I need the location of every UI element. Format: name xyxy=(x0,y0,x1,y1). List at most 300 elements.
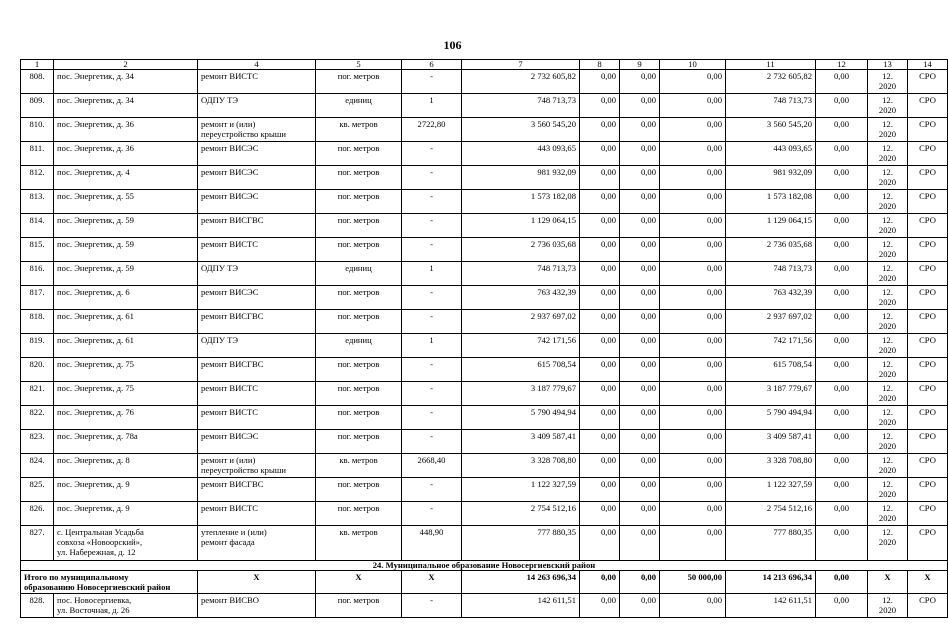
table-cell: 0,00 xyxy=(580,358,620,382)
table-cell: 0,00 xyxy=(620,310,660,334)
table-cell: 0,00 xyxy=(660,406,726,430)
table-cell: 5 790 494,94 xyxy=(726,406,816,430)
table-cell: СРО xyxy=(908,238,948,262)
table-cell: 0,00 xyxy=(660,478,726,502)
table-cell: 12. 2020 xyxy=(868,118,908,142)
table-cell: 1 573 182,08 xyxy=(726,190,816,214)
table-cell: 0,00 xyxy=(580,430,620,454)
table-cell: СРО xyxy=(908,502,948,526)
table-cell: 0,00 xyxy=(580,94,620,118)
table-cell: 0,00 xyxy=(816,502,868,526)
table-cell: 0,00 xyxy=(580,478,620,502)
table-cell: 12. 2020 xyxy=(868,502,908,526)
table-cell: 1 xyxy=(402,262,462,286)
table-cell: пог. метров xyxy=(316,594,402,618)
table-cell: 0,00 xyxy=(660,502,726,526)
table-cell: 0,00 xyxy=(816,454,868,478)
table-cell: пос. Энергетик, д. 6 xyxy=(54,286,198,310)
table-cell: 443 093,65 xyxy=(726,142,816,166)
table-cell: 820. xyxy=(21,358,54,382)
table-cell: 0,00 xyxy=(816,594,868,618)
table-cell: - xyxy=(402,286,462,310)
table-cell: 3 560 545,20 xyxy=(462,118,580,142)
section-row xyxy=(21,561,948,571)
total-cell: 14 213 696,34 xyxy=(726,571,816,594)
table-cell: пос. Энергетик, д. 78а xyxy=(54,430,198,454)
table-cell: 0,00 xyxy=(580,214,620,238)
table-cell: 0,00 xyxy=(620,478,660,502)
table-cell: пос. Энергетик, д. 9 xyxy=(54,502,198,526)
table-cell: 0,00 xyxy=(660,310,726,334)
column-header: 14 xyxy=(908,60,948,70)
table-row xyxy=(21,502,948,526)
table-cell: 2 736 035,68 xyxy=(462,238,580,262)
table-cell: пог. метров xyxy=(316,142,402,166)
table-cell: 1 122 327,59 xyxy=(726,478,816,502)
table-cell: пос. Энергетик, д. 4 xyxy=(54,166,198,190)
table-cell: 1 573 182,08 xyxy=(462,190,580,214)
table-cell: СРО xyxy=(908,310,948,334)
table-cell: 818. xyxy=(21,310,54,334)
table-cell: 2 732 605,82 xyxy=(462,70,580,94)
table-cell: пос. Энергетик, д. 8 xyxy=(54,454,198,478)
column-header: 10 xyxy=(660,60,726,70)
table-cell: СРО xyxy=(908,358,948,382)
table-cell: 12. 2020 xyxy=(868,358,908,382)
table-cell: 823. xyxy=(21,430,54,454)
table-cell: 0,00 xyxy=(620,502,660,526)
table-cell: 0,00 xyxy=(816,358,868,382)
total-cell: Х xyxy=(316,571,402,594)
table-cell: - xyxy=(402,430,462,454)
table-cell: единиц xyxy=(316,94,402,118)
table-cell: ОДПУ ТЭ xyxy=(198,334,316,358)
table-cell: 0,00 xyxy=(660,94,726,118)
table-cell: пос. Энергетик, д. 34 xyxy=(54,70,198,94)
table-cell: ремонт ВИСГВС xyxy=(198,358,316,382)
table-body xyxy=(21,70,948,618)
table-cell: 0,00 xyxy=(660,334,726,358)
table-cell: 0,00 xyxy=(580,502,620,526)
table-cell: СРО xyxy=(908,382,948,406)
table-cell: - xyxy=(402,238,462,262)
table-cell: ремонт ВИСТС xyxy=(198,70,316,94)
table-cell: 0,00 xyxy=(620,142,660,166)
table-cell: 0,00 xyxy=(580,334,620,358)
table-row xyxy=(21,454,948,478)
table-cell: 1 122 327,59 xyxy=(462,478,580,502)
table-cell: 0,00 xyxy=(816,478,868,502)
table-cell: 0,00 xyxy=(660,214,726,238)
table-cell: 0,00 xyxy=(620,526,660,561)
table-cell: 828. xyxy=(21,594,54,618)
table-cell: СРО xyxy=(908,454,948,478)
table-cell: 0,00 xyxy=(816,142,868,166)
table-row xyxy=(21,190,948,214)
table-cell: 0,00 xyxy=(620,406,660,430)
table-cell: 0,00 xyxy=(580,190,620,214)
table-cell: 0,00 xyxy=(580,166,620,190)
table-cell: 615 708,54 xyxy=(462,358,580,382)
table-cell: 3 187 779,67 xyxy=(462,382,580,406)
table-cell: 12. 2020 xyxy=(868,478,908,502)
page-number: 106 xyxy=(443,38,462,52)
table-cell: СРО xyxy=(908,142,948,166)
table-cell: 5 790 494,94 xyxy=(462,406,580,430)
table-cell: пог. метров xyxy=(316,310,402,334)
table-cell: 0,00 xyxy=(816,310,868,334)
table-cell: 742 171,56 xyxy=(726,334,816,358)
table-cell: пос. Энергетик, д. 55 xyxy=(54,190,198,214)
table-cell: 0,00 xyxy=(816,70,868,94)
table-cell: 748 713,73 xyxy=(462,262,580,286)
table-cell: СРО xyxy=(908,262,948,286)
table-cell: 0,00 xyxy=(620,190,660,214)
table-cell: кв. метров xyxy=(316,454,402,478)
table-cell: СРО xyxy=(908,166,948,190)
table-cell: 2 732 605,82 xyxy=(726,70,816,94)
table-cell: СРО xyxy=(908,286,948,310)
total-row xyxy=(21,571,948,594)
table-cell: 3 328 708,80 xyxy=(462,454,580,478)
table-cell: 0,00 xyxy=(620,286,660,310)
table-cell: пос. Энергетик, д. 59 xyxy=(54,238,198,262)
table-cell: 815. xyxy=(21,238,54,262)
table-cell: 0,00 xyxy=(660,430,726,454)
table-cell: 3 409 587,41 xyxy=(462,430,580,454)
table-cell: пос. Энергетик, д. 9 xyxy=(54,478,198,502)
column-header: 6 xyxy=(402,60,462,70)
table-cell: 12. 2020 xyxy=(868,310,908,334)
table-cell: 12. 2020 xyxy=(868,70,908,94)
table-cell: ремонт ВИСЭС xyxy=(198,166,316,190)
table-cell: 0,00 xyxy=(816,406,868,430)
table-cell: 1 129 064,15 xyxy=(462,214,580,238)
table-cell: кв. метров xyxy=(316,118,402,142)
table-row xyxy=(21,94,948,118)
table-cell: 0,00 xyxy=(620,166,660,190)
table-cell: - xyxy=(402,70,462,94)
table-cell: единиц xyxy=(316,334,402,358)
table-cell: - xyxy=(402,382,462,406)
table-cell: 0,00 xyxy=(620,430,660,454)
table-cell: пос. Энергетик, д. 34 xyxy=(54,94,198,118)
table-cell: СРО xyxy=(908,430,948,454)
table-cell: 0,00 xyxy=(620,94,660,118)
table-cell: 0,00 xyxy=(816,382,868,406)
table-cell: 0,00 xyxy=(660,382,726,406)
table-cell: - xyxy=(402,214,462,238)
total-cell: 0,00 xyxy=(580,571,620,594)
table-cell: 817. xyxy=(21,286,54,310)
table-cell: 814. xyxy=(21,214,54,238)
table-cell: пог. метров xyxy=(316,214,402,238)
table-cell: 0,00 xyxy=(816,94,868,118)
table-cell: 3 328 708,80 xyxy=(726,454,816,478)
table-cell: ремонт ВИСТС xyxy=(198,502,316,526)
table-cell: 0,00 xyxy=(660,262,726,286)
table-cell: 809. xyxy=(21,94,54,118)
table-cell: 0,00 xyxy=(660,118,726,142)
table-cell: 0,00 xyxy=(816,430,868,454)
table-cell: пог. метров xyxy=(316,382,402,406)
column-header: 1 xyxy=(21,60,54,70)
table-cell: 0,00 xyxy=(816,238,868,262)
table-cell: утепление и (или) ремонт фасада xyxy=(198,526,316,561)
table-cell: 0,00 xyxy=(660,358,726,382)
table-cell: пос. Энергетик, д. 76 xyxy=(54,406,198,430)
table-cell: 812. xyxy=(21,166,54,190)
table-cell: 0,00 xyxy=(660,166,726,190)
table-cell: 826. xyxy=(21,502,54,526)
table-cell: - xyxy=(402,166,462,190)
column-header: 13 xyxy=(868,60,908,70)
table-cell: 827. xyxy=(21,526,54,561)
table-cell: 0,00 xyxy=(816,526,868,561)
table-cell: - xyxy=(402,190,462,214)
table-row xyxy=(21,70,948,94)
table-cell: 0,00 xyxy=(816,286,868,310)
table-cell: 12. 2020 xyxy=(868,286,908,310)
total-label: Итого по муниципальному образованию Новосергиевский район xyxy=(21,571,198,594)
table-cell: 0,00 xyxy=(580,286,620,310)
table-cell: 12. 2020 xyxy=(868,594,908,618)
table-row xyxy=(21,286,948,310)
table-cell: ремонт ВИСТС xyxy=(198,382,316,406)
table-cell: ремонт ВИСВО xyxy=(198,594,316,618)
column-header: 11 xyxy=(726,60,816,70)
table-cell: 0,00 xyxy=(580,70,620,94)
table-cell: 0,00 xyxy=(660,526,726,561)
column-header: 12 xyxy=(816,60,868,70)
table-cell: 810. xyxy=(21,118,54,142)
table-cell: пос. Энергетик, д. 75 xyxy=(54,358,198,382)
table-cell: 981 932,09 xyxy=(462,166,580,190)
table-cell: СРО xyxy=(908,70,948,94)
table-cell: 0,00 xyxy=(660,142,726,166)
table-row xyxy=(21,406,948,430)
table-cell: - xyxy=(402,478,462,502)
table-cell: 0,00 xyxy=(580,526,620,561)
table-cell: кв. метров xyxy=(316,526,402,561)
table-row xyxy=(21,262,948,286)
total-cell: Х xyxy=(908,571,948,594)
table-row xyxy=(21,594,948,618)
table-cell: СРО xyxy=(908,594,948,618)
table-header xyxy=(21,60,948,70)
table-cell: СРО xyxy=(908,190,948,214)
table-row xyxy=(21,334,948,358)
column-header: 7 xyxy=(462,60,580,70)
table-cell: 12. 2020 xyxy=(868,406,908,430)
table-cell: ремонт ВИСЭС xyxy=(198,142,316,166)
table-cell: 981 932,09 xyxy=(726,166,816,190)
table-cell: 12. 2020 xyxy=(868,142,908,166)
table-cell: пог. метров xyxy=(316,502,402,526)
table-cell: 0,00 xyxy=(580,382,620,406)
table-cell: 0,00 xyxy=(620,214,660,238)
column-header: 2 xyxy=(54,60,198,70)
table-cell: ремонт ВИСЭС xyxy=(198,190,316,214)
table-cell: ремонт ВИСГВС xyxy=(198,214,316,238)
table-cell: 0,00 xyxy=(620,334,660,358)
table-cell: 816. xyxy=(21,262,54,286)
table-cell: 0,00 xyxy=(660,286,726,310)
table-cell: 0,00 xyxy=(660,594,726,618)
table-cell: 763 432,39 xyxy=(726,286,816,310)
table-cell: 12. 2020 xyxy=(868,430,908,454)
table-cell: 0,00 xyxy=(620,594,660,618)
table-cell: СРО xyxy=(908,334,948,358)
table-cell: пос. Энергетик, д. 36 xyxy=(54,118,198,142)
table-cell: 2 754 512,16 xyxy=(462,502,580,526)
table-cell: 748 713,73 xyxy=(462,94,580,118)
table-cell: 142 611,51 xyxy=(462,594,580,618)
total-cell: 0,00 xyxy=(620,571,660,594)
total-cell: Х xyxy=(402,571,462,594)
table-cell: 0,00 xyxy=(816,166,868,190)
table-cell: 12. 2020 xyxy=(868,334,908,358)
table-row xyxy=(21,430,948,454)
table-cell: 0,00 xyxy=(660,238,726,262)
table-cell: 615 708,54 xyxy=(726,358,816,382)
table-row xyxy=(21,310,948,334)
table-cell: 821. xyxy=(21,382,54,406)
table-cell: - xyxy=(402,142,462,166)
table-cell: 0,00 xyxy=(580,262,620,286)
table-row xyxy=(21,358,948,382)
table-cell: СРО xyxy=(908,214,948,238)
table-row xyxy=(21,142,948,166)
column-header: 4 xyxy=(198,60,316,70)
table-row xyxy=(21,382,948,406)
section-title: 24. Муниципальное образование Новосергиевский район xyxy=(21,561,948,571)
total-cell: 0,00 xyxy=(816,571,868,594)
total-cell: 14 263 696,34 xyxy=(462,571,580,594)
table-cell: пог. метров xyxy=(316,430,402,454)
table-cell: пог. метров xyxy=(316,70,402,94)
table-cell: 825. xyxy=(21,478,54,502)
table-cell: 0,00 xyxy=(580,142,620,166)
table-cell: 142 611,51 xyxy=(726,594,816,618)
table-cell: - xyxy=(402,406,462,430)
table-cell: 0,00 xyxy=(620,70,660,94)
table-cell: ремонт и (или) переустройство крыши xyxy=(198,454,316,478)
table-cell: 0,00 xyxy=(620,262,660,286)
table-cell: ремонт ВИСЭС xyxy=(198,286,316,310)
table-cell: пог. метров xyxy=(316,238,402,262)
table-cell: 448,90 xyxy=(402,526,462,561)
table-cell: СРО xyxy=(908,94,948,118)
table-row xyxy=(21,238,948,262)
table-cell: СРО xyxy=(908,478,948,502)
table-cell: ремонт ВИСТС xyxy=(198,406,316,430)
table-cell: 12. 2020 xyxy=(868,526,908,561)
table-cell: - xyxy=(402,594,462,618)
table-cell: 748 713,73 xyxy=(726,262,816,286)
table-cell: ремонт ВИСГВС xyxy=(198,310,316,334)
table-cell: 0,00 xyxy=(620,382,660,406)
table-cell: 808. xyxy=(21,70,54,94)
total-cell: Х xyxy=(198,571,316,594)
table-cell: 777 880,35 xyxy=(726,526,816,561)
table-cell: пог. метров xyxy=(316,286,402,310)
table-cell: 12. 2020 xyxy=(868,238,908,262)
table-cell: 811. xyxy=(21,142,54,166)
table-cell: 0,00 xyxy=(816,214,868,238)
table-cell: - xyxy=(402,310,462,334)
table-cell: пос. Энергетик, д. 36 xyxy=(54,142,198,166)
table-cell: 742 171,56 xyxy=(462,334,580,358)
table-cell: 3 409 587,41 xyxy=(726,430,816,454)
table-cell: 12. 2020 xyxy=(868,94,908,118)
table-cell: пог. метров xyxy=(316,358,402,382)
table-cell: 2 736 035,68 xyxy=(726,238,816,262)
total-cell: 50 000,00 xyxy=(660,571,726,594)
table-cell: 12. 2020 xyxy=(868,382,908,406)
table-cell: 0,00 xyxy=(660,190,726,214)
column-header: 9 xyxy=(620,60,660,70)
table-cell: 0,00 xyxy=(580,118,620,142)
table-cell: 822. xyxy=(21,406,54,430)
table-cell: 3 187 779,67 xyxy=(726,382,816,406)
table-cell: 0,00 xyxy=(580,406,620,430)
table-row xyxy=(21,118,948,142)
table-cell: 2 937 697,02 xyxy=(726,310,816,334)
table-row xyxy=(21,166,948,190)
table-cell: ОДПУ ТЭ xyxy=(198,94,316,118)
table-cell: 763 432,39 xyxy=(462,286,580,310)
table-cell: пос. Энергетик, д. 59 xyxy=(54,262,198,286)
column-header: 5 xyxy=(316,60,402,70)
table-cell: 3 560 545,20 xyxy=(726,118,816,142)
table-cell: 819. xyxy=(21,334,54,358)
table-cell: 0,00 xyxy=(620,454,660,478)
table-cell: пог. метров xyxy=(316,478,402,502)
table-cell: 824. xyxy=(21,454,54,478)
table-cell: пог. метров xyxy=(316,166,402,190)
table-cell: пос. Энергетик, д. 59 xyxy=(54,214,198,238)
table-cell: 813. xyxy=(21,190,54,214)
table-cell: единиц xyxy=(316,262,402,286)
table-cell: 1 129 064,15 xyxy=(726,214,816,238)
table-cell: 12. 2020 xyxy=(868,262,908,286)
table-cell: 1 xyxy=(402,94,462,118)
table-cell: 12. 2020 xyxy=(868,166,908,190)
table-cell: СРО xyxy=(908,526,948,561)
table-cell: 0,00 xyxy=(620,118,660,142)
table-cell: 0,00 xyxy=(816,262,868,286)
table-cell: 748 713,73 xyxy=(726,94,816,118)
table-cell: 2722,80 xyxy=(402,118,462,142)
table-cell: 0,00 xyxy=(620,238,660,262)
table-cell: пос. Новосергиевка, ул. Восточная, д. 26 xyxy=(54,594,198,618)
table-cell: 1 xyxy=(402,334,462,358)
table-cell: ремонт ВИСТС xyxy=(198,238,316,262)
table-cell: 0,00 xyxy=(580,594,620,618)
table-cell: пос. Энергетик, д. 61 xyxy=(54,310,198,334)
table-cell: 12. 2020 xyxy=(868,214,908,238)
table-cell: 0,00 xyxy=(580,454,620,478)
table-row xyxy=(21,478,948,502)
table-row xyxy=(21,526,948,561)
table-cell: ремонт ВИСЭС xyxy=(198,430,316,454)
table-row xyxy=(21,214,948,238)
table-cell: 2668,40 xyxy=(402,454,462,478)
table-cell: пог. метров xyxy=(316,190,402,214)
table-cell: пог. метров xyxy=(316,406,402,430)
total-cell: Х xyxy=(868,571,908,594)
